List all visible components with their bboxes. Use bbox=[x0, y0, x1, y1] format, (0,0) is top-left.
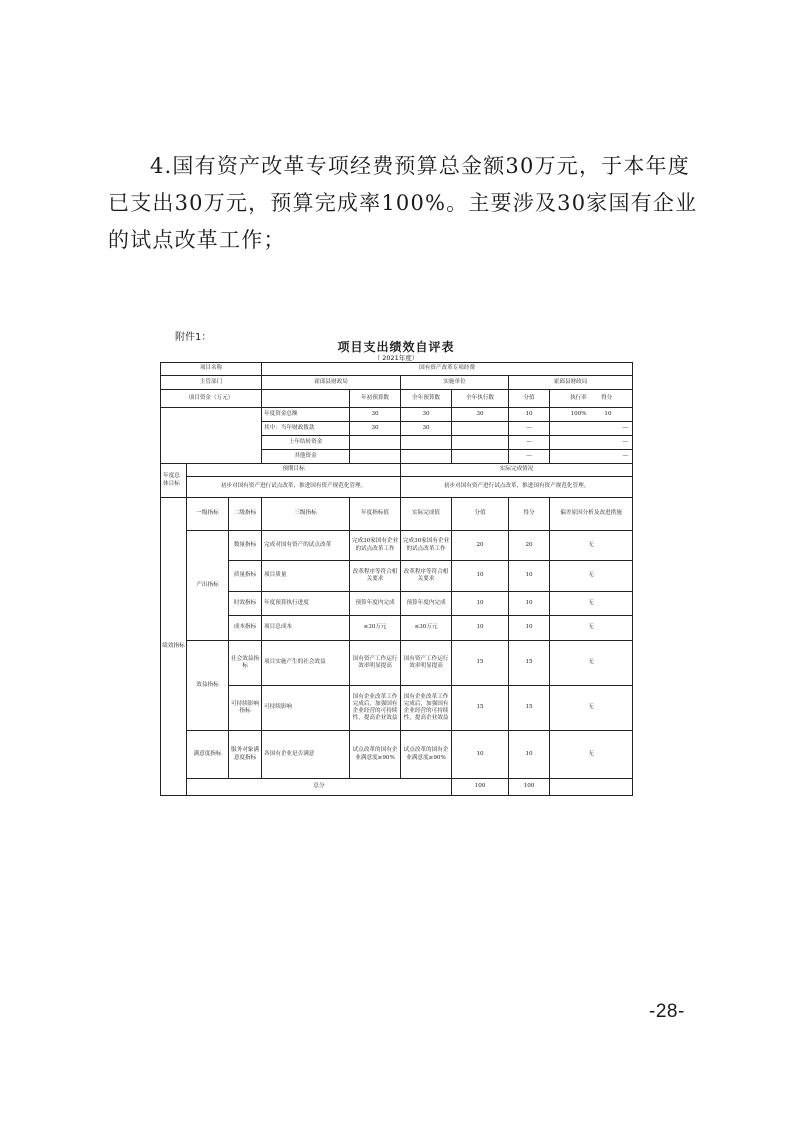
cell-value: 完成30家国有企业的试点改革工作 bbox=[401, 531, 452, 561]
cell-value bbox=[401, 436, 452, 450]
cell-value: 20 bbox=[452, 531, 509, 561]
cell-label: 项目名称 bbox=[161, 363, 262, 376]
cell-label: 总分 bbox=[187, 779, 452, 796]
cell-header: 年初预算数 bbox=[350, 390, 401, 408]
cell-value: ≤30万元 bbox=[350, 616, 401, 641]
cell-value: 30 bbox=[350, 422, 401, 436]
cell-value: 完成对国有资产的试点改革 bbox=[262, 531, 350, 561]
cell-value: 20 bbox=[509, 531, 550, 561]
table-title: 项目支出绩效自评表 bbox=[337, 340, 455, 354]
cell-label: 项目资金（万元） bbox=[161, 390, 262, 408]
cell-label: 可持续影响指标 bbox=[229, 686, 262, 731]
table-row bbox=[161, 477, 633, 498]
performance-table bbox=[160, 362, 633, 796]
table-row bbox=[161, 686, 633, 731]
cell-header bbox=[550, 390, 633, 408]
cell-value bbox=[350, 436, 401, 450]
cell-value: 各国有企业是否满意 bbox=[262, 731, 350, 779]
cell-header: 实际完成值 bbox=[401, 498, 452, 531]
cell-value: — bbox=[550, 436, 633, 450]
cell-value: 完成30家国有企业的试点改革工作 bbox=[350, 531, 401, 561]
cell-value: 初步对国有资产进行试点改革，推进国有资产规范化管理。 bbox=[401, 477, 633, 498]
cell-empty bbox=[161, 408, 262, 464]
cell-value: 可持续影响 bbox=[262, 686, 350, 731]
table-row bbox=[161, 363, 633, 376]
cell-value: 国有资产改革专项经费 bbox=[262, 363, 633, 376]
cell-value: 预算年度内完成 bbox=[350, 592, 401, 616]
cell-label: 数量指标 bbox=[229, 531, 262, 561]
cell-value: — bbox=[550, 450, 633, 464]
cell-value: 国有企业改革工作完成后，加强国有企业经营的可持续性，提高企业效益 bbox=[401, 686, 452, 731]
cell-empty bbox=[550, 779, 633, 796]
attachment-label: 附件1： bbox=[175, 332, 212, 343]
table-row bbox=[161, 592, 633, 616]
cell-value bbox=[452, 450, 509, 464]
cell-value: — bbox=[509, 436, 550, 450]
cell-value: 10 bbox=[509, 561, 550, 592]
cell-value: 项目总成本 bbox=[262, 616, 350, 641]
cell-value bbox=[350, 450, 401, 464]
cell-value: 10 bbox=[452, 561, 509, 592]
cell-header: 预期目标 bbox=[187, 464, 401, 477]
cell-value: 试点改革的国有企业满意度≥90% bbox=[350, 731, 401, 779]
cell-value: 30 bbox=[452, 408, 509, 422]
cell-header: 分值 bbox=[452, 498, 509, 531]
cell-value: 无 bbox=[550, 731, 633, 779]
cell-value: 15 bbox=[452, 641, 509, 686]
cell-value: 30 bbox=[401, 408, 452, 422]
cell-label: 成本指标 bbox=[229, 616, 262, 641]
cell-value: — bbox=[550, 422, 633, 436]
cell-label: 满意度指标 bbox=[187, 731, 229, 779]
cell-value: 30 bbox=[350, 408, 401, 422]
cell-text: 100% bbox=[570, 410, 587, 417]
cell-value: 无 bbox=[550, 686, 633, 731]
cell-text: 执行率 bbox=[569, 394, 587, 401]
cell-value: 100 bbox=[509, 779, 550, 796]
table-row bbox=[161, 376, 633, 390]
cell-value: 10 bbox=[509, 616, 550, 641]
cell-header: 一级指标 bbox=[187, 498, 229, 531]
cell-value: 霍邱县财政局 bbox=[262, 376, 401, 390]
cell-value: 10 bbox=[509, 592, 550, 616]
cell-header: 得分 bbox=[509, 498, 550, 531]
cell-value: 初步对国有资产进行试点改革，推进国有资产规范化管理。 bbox=[187, 477, 401, 498]
cell-header: 偏差原因分析及改进措施 bbox=[550, 498, 633, 531]
cell-label: 绩效指标 bbox=[161, 498, 187, 796]
cell-label: 其中：当年财政拨款 bbox=[262, 422, 350, 436]
cell-value: 改革程序等符合相关要求 bbox=[350, 561, 401, 592]
cell-value: 霍邱县财政局 bbox=[509, 376, 633, 390]
cell-value bbox=[550, 408, 633, 422]
cell-value: 10 bbox=[509, 408, 550, 422]
table-row bbox=[161, 498, 633, 531]
table-row bbox=[161, 464, 633, 477]
table-row bbox=[161, 641, 633, 686]
table-row bbox=[161, 731, 633, 779]
page-number: -28- bbox=[649, 1001, 685, 1022]
cell-label: 年度资金总额 bbox=[262, 408, 350, 422]
cell-value: 预算年度内完成 bbox=[401, 592, 452, 616]
cell-label: 实施单位 bbox=[401, 376, 509, 390]
cell-value: 10 bbox=[452, 731, 509, 779]
cell-value: 项目实施产生的社会效益 bbox=[262, 641, 350, 686]
cell-label: 上年结转资金 bbox=[262, 436, 350, 450]
table-row bbox=[161, 531, 633, 561]
cell-value: 年度预算执行进度 bbox=[262, 592, 350, 616]
body-paragraph: 4.国有资产改革专项经费预算总金额30万元，于本年度已支出30万元，预算完成率100%。主要涉及30家国有企业的试点改革工作； bbox=[108, 154, 698, 252]
cell-header: 年度指标值 bbox=[350, 498, 401, 531]
cell-empty bbox=[262, 390, 350, 408]
cell-label: 产出指标 bbox=[187, 531, 229, 641]
cell-value: 无 bbox=[550, 531, 633, 561]
cell-header: 全年执行数 bbox=[452, 390, 509, 408]
cell-value: ≤30万元 bbox=[401, 616, 452, 641]
cell-label: 时效指标 bbox=[229, 592, 262, 616]
cell-text: 10 bbox=[604, 410, 612, 417]
cell-value: 15 bbox=[509, 641, 550, 686]
table-row bbox=[161, 390, 633, 408]
table-row bbox=[161, 561, 633, 592]
table-row bbox=[161, 616, 633, 641]
table-year: （ 2021年度） bbox=[373, 354, 419, 362]
cell-value: 试点改革的国有企业满意度≥90% bbox=[401, 731, 452, 779]
cell-value: 项目质量 bbox=[262, 561, 350, 592]
table-row bbox=[161, 779, 633, 796]
cell-value: 10 bbox=[452, 616, 509, 641]
cell-value: 15 bbox=[452, 686, 509, 731]
cell-value: 10 bbox=[452, 592, 509, 616]
cell-value: 国有企业改革工作完成后，加强国有企业经营的可持续性，提高企业效益 bbox=[350, 686, 401, 731]
cell-value bbox=[452, 436, 509, 450]
cell-label: 其他资金 bbox=[262, 450, 350, 464]
cell-header: 实际完成情况 bbox=[401, 464, 633, 477]
cell-header: 三级指标 bbox=[262, 498, 350, 531]
cell-value: 15 bbox=[509, 686, 550, 731]
cell-value: 30 bbox=[401, 422, 452, 436]
cell-header: 分值 bbox=[509, 390, 550, 408]
cell-text: 得分 bbox=[600, 394, 613, 401]
cell-value: 国有资产工作运行效率明显提高 bbox=[350, 641, 401, 686]
cell-value: 无 bbox=[550, 561, 633, 592]
cell-value: 国有资产工作运行效率明显提高 bbox=[401, 641, 452, 686]
cell-value: 无 bbox=[550, 592, 633, 616]
cell-value: 无 bbox=[550, 616, 633, 641]
cell-value bbox=[401, 450, 452, 464]
table-row bbox=[161, 408, 633, 422]
cell-label: 主管部门 bbox=[161, 376, 262, 390]
cell-label: 效益指标 bbox=[187, 641, 229, 731]
cell-value: 10 bbox=[509, 731, 550, 779]
cell-label: 服务对象满意度指标 bbox=[229, 731, 262, 779]
cell-value: 100 bbox=[452, 779, 509, 796]
cell-header: 全年预算数 bbox=[401, 390, 452, 408]
cell-label: 年度总体目标 bbox=[161, 464, 187, 498]
cell-value bbox=[452, 422, 509, 436]
cell-value: 无 bbox=[550, 641, 633, 686]
cell-value: — bbox=[509, 422, 550, 436]
cell-value: 改革程序等符合相关要求 bbox=[401, 561, 452, 592]
cell-value: — bbox=[509, 450, 550, 464]
cell-label: 质量指标 bbox=[229, 561, 262, 592]
cell-header: 二级指标 bbox=[229, 498, 262, 531]
cell-label: 社会效益指标 bbox=[229, 641, 262, 686]
